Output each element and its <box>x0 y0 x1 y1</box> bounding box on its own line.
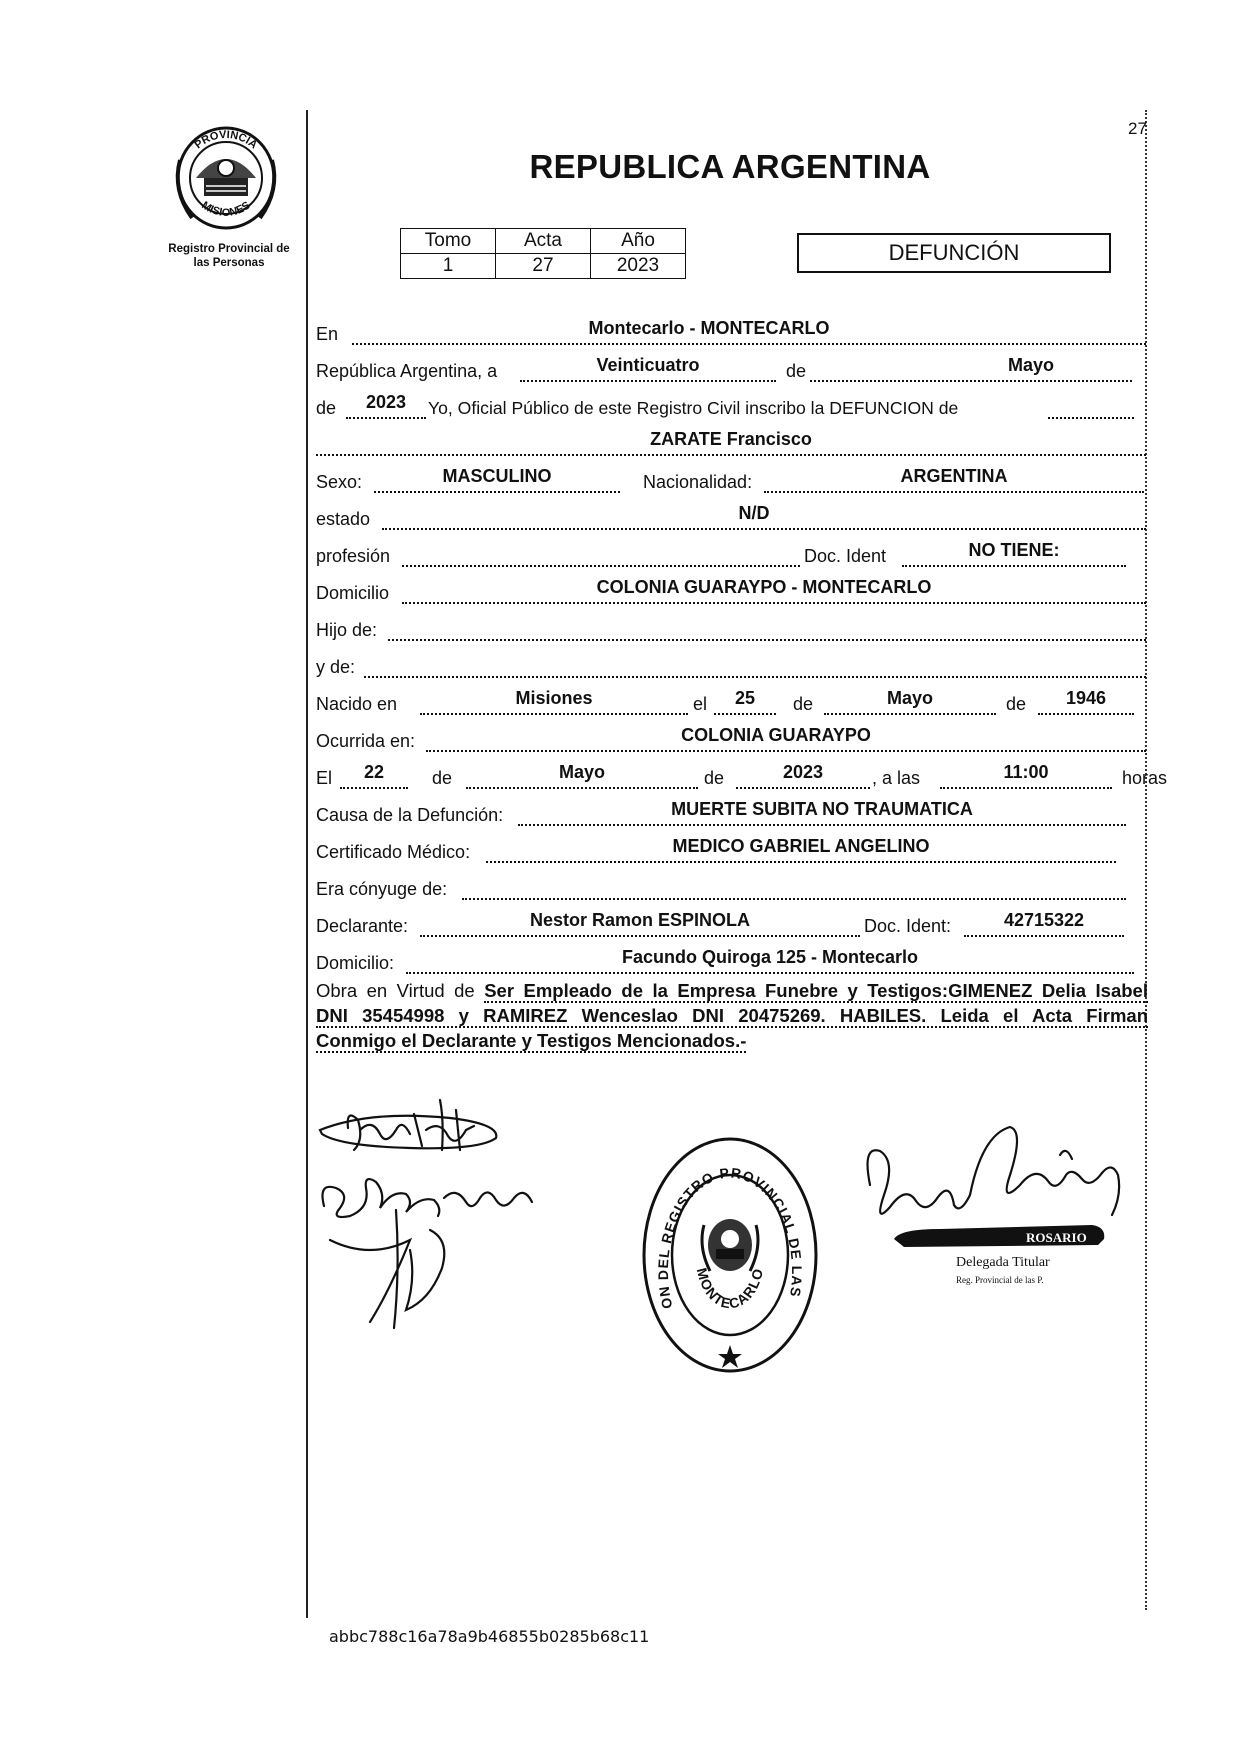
declarante-value: Nestor Ramon ESPINOLA <box>529 910 751 930</box>
obra-line-1 <box>316 978 1148 1003</box>
birth-de-label-2: de <box>1006 694 1027 714</box>
sexo-value: MASCULINO <box>442 466 552 486</box>
year-de-label: de <box>316 398 337 418</box>
day-value: Veinticuatro <box>596 355 700 375</box>
year-field <box>346 393 426 419</box>
row-en <box>316 317 1146 345</box>
obra-en-virtud-paragraph <box>316 978 1148 1053</box>
registrar-signature-and-stamp <box>860 1115 1150 1295</box>
obra-text-2: DNI 35454998 y RAMIREZ Wenceslao DNI 20475269. HABILES. Leida el Acta Firman <box>316 1005 1148 1026</box>
row-date-registration <box>316 354 1146 382</box>
estado-field <box>382 504 1146 530</box>
svg-text:PROVINCIA <box>193 129 260 152</box>
estado-label: estado <box>316 509 371 529</box>
stamp-line-3: Reg. Provincial de las P. <box>956 1275 1044 1285</box>
row-hijo-de <box>316 613 1146 641</box>
obra-lead: Obra en Virtud de <box>316 980 475 1001</box>
el-label: el <box>693 694 708 714</box>
death-year-value: 2023 <box>782 762 824 782</box>
nacido-label: Nacido en <box>316 694 398 714</box>
official-oval-seal <box>640 1135 820 1375</box>
day-field <box>520 356 776 382</box>
provincial-coat-of-arms-logo <box>168 120 284 236</box>
year-value: 2023 <box>365 392 407 412</box>
declarante-domicilio-label: Domicilio: <box>316 953 395 973</box>
table-header-row <box>401 229 686 254</box>
death-time-field <box>940 763 1112 789</box>
birth-day-field <box>714 689 776 715</box>
row-causa <box>316 798 1146 826</box>
death-year-field <box>736 763 870 789</box>
registry-label-line1: Registro Provincial de <box>168 243 290 255</box>
record-type-box: DEFUNCIÓN <box>797 233 1111 273</box>
acta-value: 27 <box>496 254 591 279</box>
certificado-value: MEDICO GABRIEL ANGELINO <box>672 836 930 856</box>
declarante-field <box>420 911 860 937</box>
table-header-acta: Acta <box>496 229 591 254</box>
y-de-field <box>364 652 1146 678</box>
page-title: REPUBLICA ARGENTINA <box>529 148 931 185</box>
en-field <box>352 319 1146 345</box>
nacionalidad-label: Nacionalidad: <box>643 472 753 492</box>
row-deceased-name <box>316 428 1146 456</box>
declarante-doc-label: Doc. Ident: <box>864 916 952 936</box>
obra-text-3: Conmigo el Declarante y Testigos Mencionados.- <box>316 1030 747 1051</box>
seal-ring-text: ON DEL REGISTRO PROVINCIAL DE LAS <box>654 1164 806 1311</box>
declarante-label: Declarante: <box>316 916 409 936</box>
profesion-label: profesión <box>316 546 391 566</box>
obra-line-2 <box>316 1003 1148 1028</box>
declarante-domicilio-value: Facundo Quiroga 125 - Montecarlo <box>621 947 919 967</box>
certificado-label: Certificado Médico: <box>316 842 471 862</box>
witness-signatures <box>310 1090 550 1340</box>
nacido-value: Misiones <box>515 688 593 708</box>
conyuge-label: Era cónyuge de: <box>316 879 448 899</box>
doc-ident-label: Doc. Ident <box>804 546 887 566</box>
deceased-name-field <box>316 430 1146 456</box>
statement-text: Yo, Oficial Público de este Registro Civil inscribo la DEFUNCION de <box>428 398 959 418</box>
nacionalidad-field <box>764 467 1144 493</box>
row-y-de <box>316 650 1146 678</box>
ocurrida-field <box>426 726 1146 752</box>
birth-de-label-1: de <box>793 694 814 714</box>
table-value-row <box>401 254 686 279</box>
y-de-label: y de: <box>316 657 356 677</box>
row-ocurrida <box>316 724 1146 752</box>
table-header-ano: Año <box>591 229 686 254</box>
statement-tail-field <box>1048 393 1134 419</box>
doc-ident-value: NO TIENE: <box>968 540 1060 560</box>
row-nacimiento <box>316 687 1146 715</box>
row-profesion <box>316 539 1146 567</box>
causa-label: Causa de la Defunción: <box>316 805 504 825</box>
domicilio-label: Domicilio <box>316 583 390 603</box>
svg-text:MISIONES <box>199 199 252 218</box>
row-declarante <box>316 909 1146 937</box>
document-hash: abbc788c16a78a9b46855b0285b68c11 <box>329 1627 650 1646</box>
seal-center-text: MONTECARLO <box>693 1266 767 1312</box>
estado-value: N/D <box>738 503 770 523</box>
birth-day-value: 25 <box>734 688 756 708</box>
row-certificado <box>316 835 1146 863</box>
conyuge-field <box>462 874 1126 900</box>
month-value: Mayo <box>1007 355 1054 375</box>
death-day-value: 22 <box>363 762 385 782</box>
horas-label: horas <box>1122 768 1168 788</box>
deceased-name-value: ZARATE Francisco <box>650 429 812 449</box>
birth-year-value: 1946 <box>1065 688 1107 708</box>
domicilio-value: COLONIA GUARAYPO - MONTECARLO <box>596 577 932 597</box>
row-statement <box>316 391 1146 419</box>
domicilio-field <box>402 578 1146 604</box>
en-value: Montecarlo - MONTECARLO <box>588 318 830 338</box>
declarante-domicilio-field <box>406 948 1134 974</box>
birth-year-field <box>1038 689 1134 715</box>
ocurrida-label: Ocurrida en: <box>316 731 416 751</box>
nacido-field <box>420 689 688 715</box>
birth-month-value: Mayo <box>886 688 933 708</box>
row-sexo-nacionalidad <box>316 465 1146 493</box>
death-de-label-1: de <box>432 768 453 788</box>
causa-value: MUERTE SUBITA NO TRAUMATICA <box>671 799 973 819</box>
svg-text:MONTECARLO <box>694 1266 767 1311</box>
ano-value: 2023 <box>591 254 686 279</box>
republica-label: República Argentina, a <box>316 361 498 381</box>
death-month-value: Mayo <box>558 762 605 782</box>
obra-line-3 <box>316 1028 1148 1053</box>
birth-month-field <box>824 689 996 715</box>
a-las-label: , a las <box>872 768 921 788</box>
de-label-1: de <box>786 361 807 381</box>
profesion-field <box>402 541 800 567</box>
ocurrida-value: COLONIA GUARAYPO <box>681 725 871 745</box>
hijo-de-field <box>388 615 1146 641</box>
certificado-field <box>486 837 1116 863</box>
causa-field <box>518 800 1126 826</box>
month-field <box>810 356 1132 382</box>
death-el-label: El <box>316 768 333 788</box>
death-time-value: 11:00 <box>1003 762 1049 782</box>
logo-text-top: PROVINCIA <box>192 128 260 152</box>
declarante-doc-value: 42715322 <box>1003 910 1085 930</box>
sexo-field <box>374 467 620 493</box>
row-conyuge <box>316 872 1146 900</box>
obra-text-1: Ser Empleado de la Empresa Funebre y Testigos:GIMENEZ Delia Isabel <box>484 980 1148 1001</box>
row-fecha-defuncion <box>316 761 1168 789</box>
stamp-line-2: Delegada Titular <box>956 1255 1050 1270</box>
en-label: En <box>316 324 339 344</box>
tomo-value: 1 <box>401 254 496 279</box>
page-number: 27 <box>1128 119 1147 138</box>
table-header-tomo: Tomo <box>401 229 496 254</box>
death-day-field <box>340 763 408 789</box>
row-estado <box>316 502 1146 530</box>
row-domicilio <box>316 576 1146 604</box>
death-month-field <box>466 763 698 789</box>
sexo-label: Sexo: <box>316 472 363 492</box>
registry-label-line2: las Personas <box>193 257 265 269</box>
doc-ident-field <box>902 541 1126 567</box>
nacionalidad-value: ARGENTINA <box>900 466 1008 486</box>
tomo-acta-ano-table <box>400 228 686 279</box>
death-de-label-2: de <box>704 768 725 788</box>
hijo-de-label: Hijo de: <box>316 620 378 640</box>
registry-label <box>150 242 308 270</box>
row-declarante-domicilio <box>316 946 1146 974</box>
logo-text-bottom: MISIONES <box>199 199 253 219</box>
declarante-doc-field <box>964 911 1124 937</box>
stamp-line-1: ROSARIO <box>1026 1230 1087 1245</box>
